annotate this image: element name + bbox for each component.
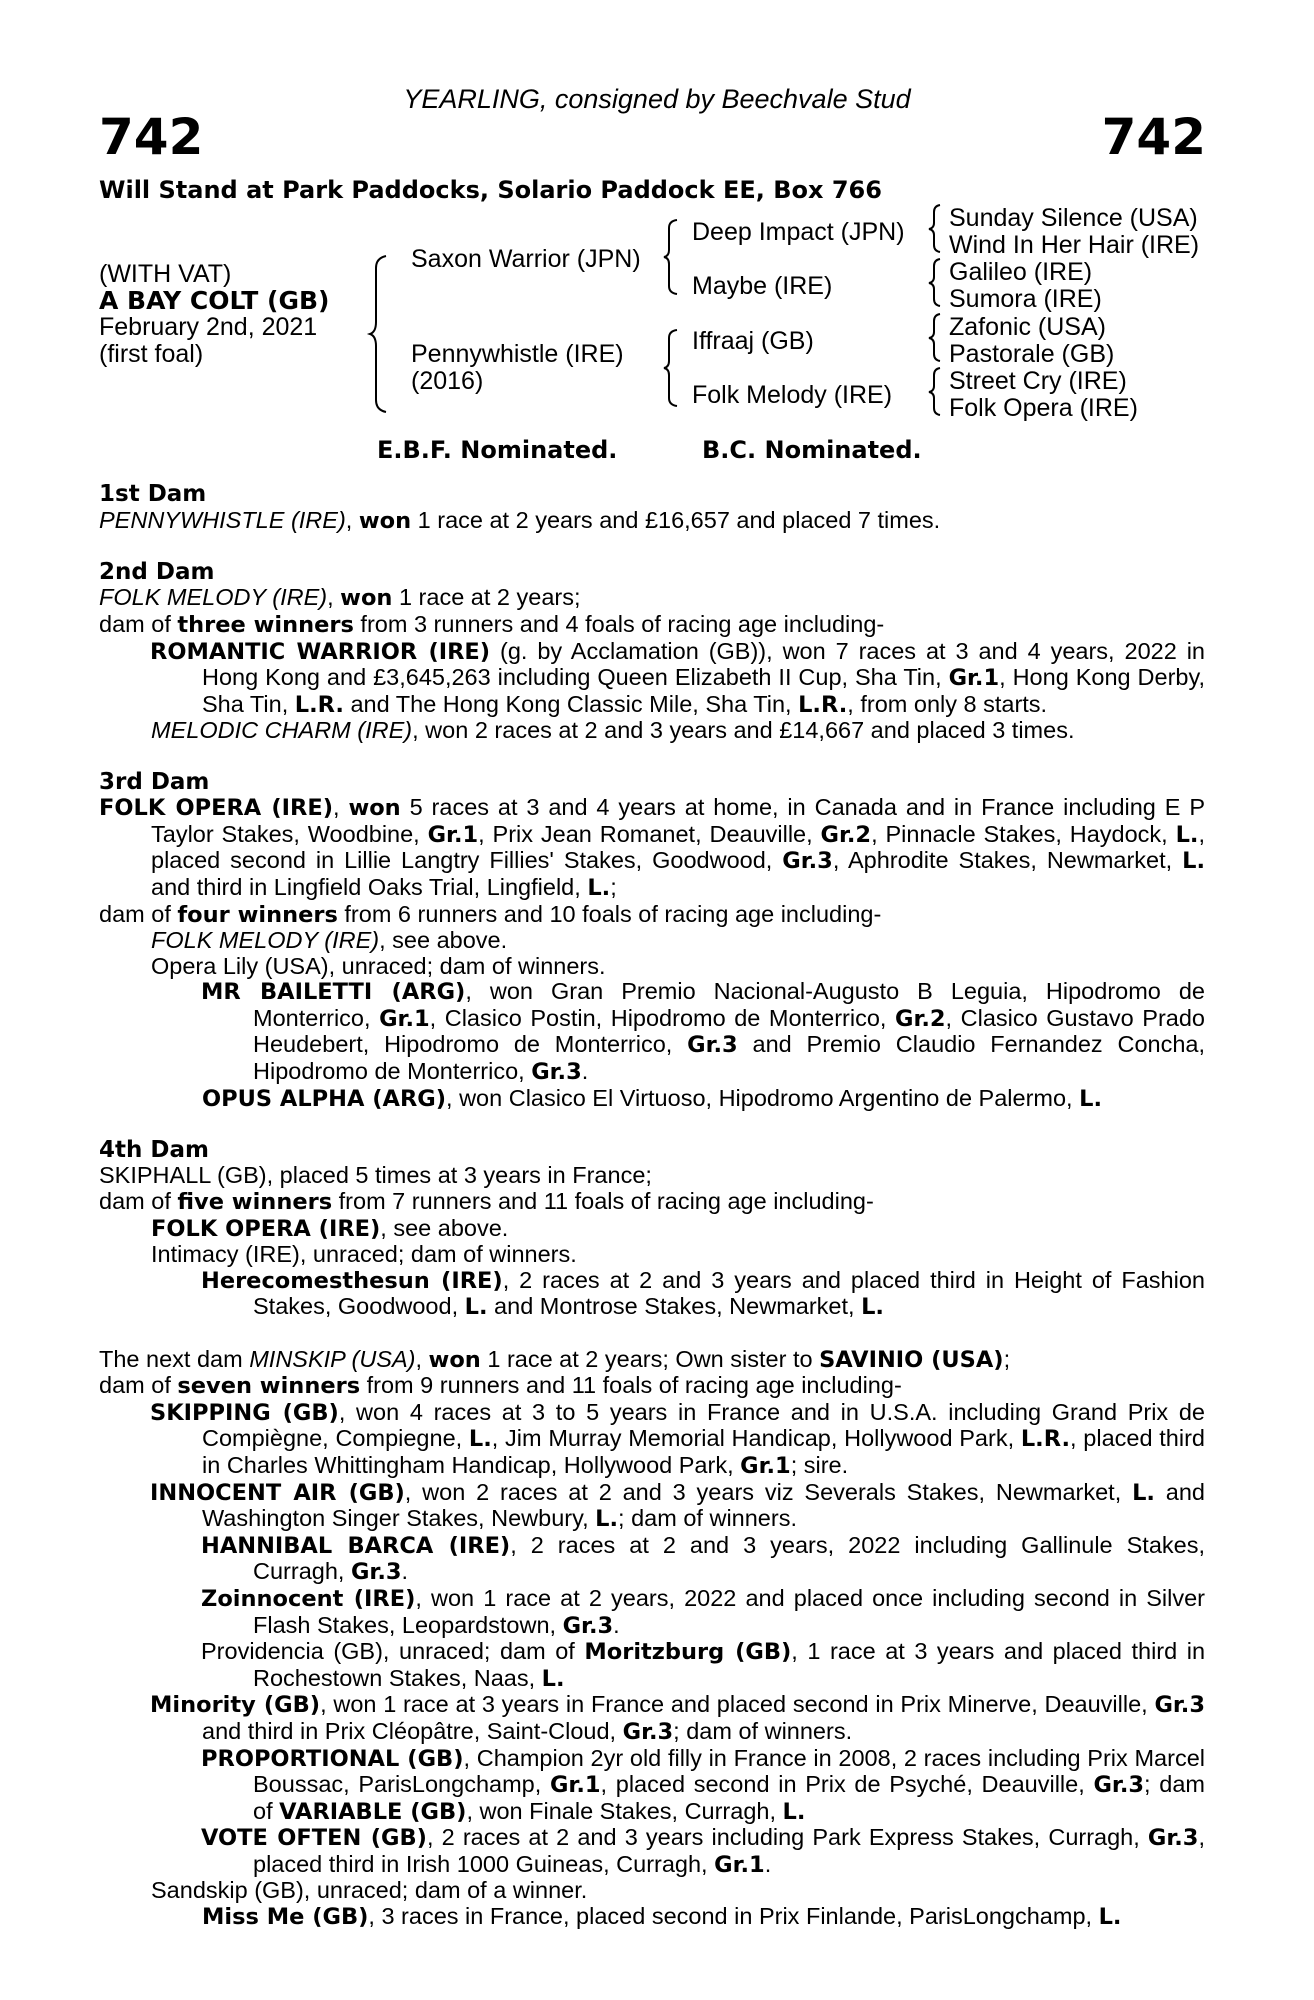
progeny-innocent-air: INNOCENT AIR (GB), won 2 races at 2 and 3 years viz Severals Stakes, Newmarket, L. and Washington Singer Stakes, Newbury, L.; dam of winners.: [150, 1478, 1205, 1533]
fourth-dam-heading: 4th Dam: [99, 1136, 209, 1163]
fourth-dam-record: SKIPHALL (GB), placed 5 times at 3 years in France;: [99, 1162, 652, 1189]
pedigree-ggp-3: Galileo (IRE): [949, 258, 1093, 286]
progeny-opera-lily: Opera Lily (USA), unraced; dam of winners.: [151, 952, 606, 979]
progeny-vote-often: VOTE OFTEN (GB), 2 races at 2 and 3 years including Park Express Stakes, Curragh, Gr.3, placed third in Irish 1000 Guineas, Curragh, Gr.1.: [201, 1824, 1205, 1878]
pedigree-ggp-2: Wind In Her Hair (IRE): [949, 231, 1200, 259]
progeny-romantic-warrior: ROMANTIC WARRIOR (IRE) (g. by Acclamation (GB)), won 7 races at 3 and 4 years, 2022 in Hong Kong and £3,645,263 including Queen Elizabeth II Cup, Sha Tin, Gr.1, Hong Kong Derby, Sha Tin, L.R. and The Hong Kong Classic Mile, Sha Tin, L.R., from only 8 starts.: [150, 637, 1205, 718]
ebf-nomination: E.B.F. Nominated.: [377, 436, 618, 464]
progeny-herecomesthesun: Herecomesthesun (IRE), 2 races at 2 and 3 years and placed third in Height of Fashion Stakes, Goodwood, L. and Montrose Stakes, Newmarket, L.: [201, 1266, 1205, 1321]
pedigree-dam-sire: Iffraaj (GB): [692, 327, 814, 355]
progeny-zoinnocent: Zoinnocent (IRE), won 1 race at 2 years, 2022 and placed once including second in Silver Flash Stakes, Leopardstown, Gr.3.: [201, 1584, 1206, 1639]
third-dam-produce-summary: dam of four winners from 6 runners and 10 foals of racing age including-: [99, 900, 882, 928]
first-dam-heading: 1st Dam: [99, 481, 207, 507]
progeny-minority: Minority (GB), won 1 race at 3 years in France and placed second in Prix Minerve, Deauville, Gr.3 and third in Prix Cléopâtre, Saint-Cloud, Gr.3; dam of winners.: [150, 1691, 1205, 1745]
progeny-intimacy: Intimacy (IRE), unraced; dam of winners.: [151, 1241, 577, 1268]
pedigree-dam-dam: Folk Melody (IRE): [692, 381, 893, 409]
pedigree-bracket-ggp-3: [929, 313, 947, 361]
next-dam-record: The next dam MINSKIP (USA), won 1 race at 2 years; Own sister to SAVINIO (USA);: [99, 1345, 1011, 1373]
lot-number-right: 742: [1101, 108, 1206, 166]
pedigree-ggp-5: Zafonic (USA): [949, 313, 1106, 341]
pedigree-ggp-1: Sunday Silence (USA): [949, 204, 1198, 232]
pedigree-bracket-dam: [665, 330, 685, 406]
pedigree-bracket-ggp-2: [929, 258, 947, 306]
second-dam-produce-summary: dam of three winners from 3 runners and 4 foals of racing age including-: [99, 610, 885, 638]
pedigree-ggp-4: Sumora (IRE): [949, 285, 1102, 313]
pedigree-ggp-7: Street Cry (IRE): [949, 367, 1127, 395]
progeny-miss-me: Miss Me (GB), 3 races in France, placed second in Prix Finlande, ParisLongchamp, L.: [202, 1903, 1122, 1931]
first-dam-record: PENNYWHISTLE (IRE), won 1 race at 2 years and £16,657 and placed 7 times.: [99, 506, 941, 534]
pedigree-bracket-main: [372, 256, 392, 412]
pedigree-sire-dam: Maybe (IRE): [692, 272, 833, 300]
pedigree-bracket-ggp-1: [929, 204, 947, 252]
progeny-folk-melody: FOLK MELODY (IRE), see above.: [151, 927, 508, 954]
third-dam-record: FOLK OPERA (IRE), won 5 races at 3 and 4 years at home, in Canada and in France including E P Taylor Stakes, Woodbine, Gr.1, Prix Jean Romanet, Deauville, Gr.2, Pinnacle Stakes, Haydock, L., placed second in Lillie Langtry Fillies' Stakes, Goodwood, Gr.3, Aphrodite Stakes, Newmarket, L. and third in Lingfield Oaks Trial, Lingfield, L.;: [99, 794, 1205, 901]
progeny-proportional: PROPORTIONAL (GB), Champion 2yr old filly in France in 2008, 2 races including Prix Marcel Boussac, ParisLongchamp, Gr.1, placed second in Prix de Psyché, Deauville, Gr.3; dam of VARIABLE (GB), won Finale Stakes, Curragh, L.: [201, 1744, 1205, 1825]
pedigree-dam: Pennywhistle (IRE): [411, 340, 624, 368]
second-dam-heading: 2nd Dam: [99, 558, 215, 585]
fourth-dam-produce-summary: dam of five winners from 7 runners and 11 foals of racing age including-: [99, 1188, 874, 1216]
foaling-date: February 2nd, 2021: [99, 313, 318, 341]
progeny-sandskip: Sandskip (GB), unraced; dam of a winner.: [151, 1877, 588, 1904]
vat-note: (WITH VAT): [99, 260, 232, 288]
pedigree-dam-year: (2016): [411, 367, 484, 395]
horse-name: A BAY COLT (GB): [99, 286, 330, 315]
progeny-providencia: Providencia (GB), unraced; dam of Moritzburg (GB), 1 race at 3 years and placed third in Rochestown Stakes, Naas, L.: [201, 1638, 1206, 1692]
pedigree-bracket-sire: [665, 220, 685, 294]
progeny-melodic-charm: MELODIC CHARM (IRE), won 2 races at 2 and 3 years and £14,667 and placed 3 times.: [151, 717, 1075, 744]
pedigree-ggp-6: Pastorale (GB): [949, 340, 1115, 368]
progeny-folk-opera: FOLK OPERA (IRE), see above.: [151, 1214, 509, 1242]
progeny-mr-bailetti: MR BAILETTI (ARG), won Gran Premio Nacional-Augusto B Leguia, Hipodromo de Monterrico, Gr.1, Clasico Postin, Hipodromo de Monterrico, Gr.2, Clasico Gustavo Prado Heudebert, Hipodromo de Monterrico, Gr.3 and Premio Claudio Fernandez Concha, Hipodromo de Monterrico, Gr.3.: [201, 978, 1205, 1086]
catalogue-subtitle: YEARLING, consigned by Beechvale Stud: [403, 84, 911, 114]
pedigree-ggp-8: Folk Opera (IRE): [949, 394, 1138, 422]
progeny-hannibal-barca: HANNIBAL BARCA (IRE), 2 races at 2 and 3 years, 2022 including Gallinule Stakes, Curragh, Gr.3.: [201, 1531, 1205, 1586]
progeny-skipping: SKIPPING (GB), won 4 races at 3 to 5 years in France and in U.S.A. including Grand Prix de Compiègne, Compiegne, L., Jim Murray Memorial Handicap, Hollywood Park, L.R., placed third in Charles Whittingham Handicap, Hollywood Park, Gr.1; sire.: [150, 1398, 1205, 1479]
progeny-opus-alpha: OPUS ALPHA (ARG), won Clasico El Virtuoso, Hipodromo Argentino de Palermo, L.: [202, 1084, 1102, 1112]
foal-note: (first foal): [99, 340, 204, 368]
third-dam-heading: 3rd Dam: [99, 768, 210, 795]
bc-nomination: B.C. Nominated.: [702, 436, 922, 464]
pedigree-bracket-ggp-4: [929, 367, 947, 415]
pedigree-sire: Saxon Warrior (JPN): [411, 245, 641, 273]
next-dam-produce-summary: dam of seven winners from 9 runners and 11 foals of racing age including-: [99, 1372, 902, 1400]
second-dam-record: FOLK MELODY (IRE), won 1 race at 2 years;: [99, 584, 581, 612]
pedigree-sire-sire: Deep Impact (JPN): [692, 218, 905, 246]
stand-location: Will Stand at Park Paddocks, Solario Paddock EE, Box 766: [99, 176, 882, 204]
lot-number-left: 742: [99, 108, 204, 166]
family-record: [99, 482, 1205, 1931]
